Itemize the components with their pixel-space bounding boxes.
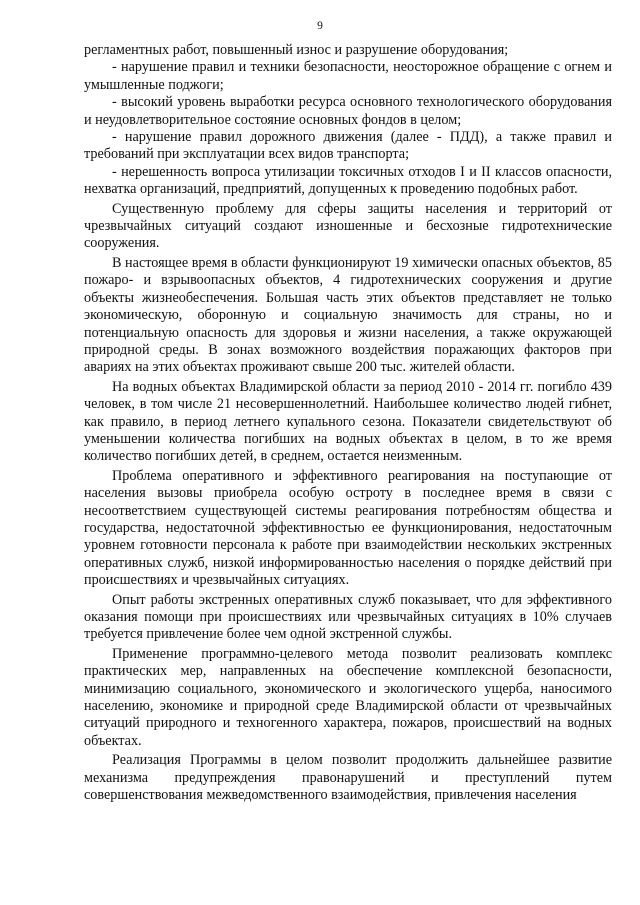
paragraph-hazardous-objects: В настоящее время в области функционируют 19 химически опасных объектов, 85 пожаро- и взрывоопасных объектов, 4 гидротехнических сооружения и другие объекты жизнеобеспечения. Большая часть этих объектов представляет не только экономическую, оборонную и социальную значимость для страны, но и потенциальную опасность для здоровья и жизни населения, а также окружающей природной среды. В зонах возможного воздействия поражающих факторов при авариях на этих объектах проживают свыше 200 тыс. жителей области. xyxy=(84,254,612,376)
page-number: 9 xyxy=(317,20,323,32)
paragraph-emergency-services: Опыт работы экстренных оперативных служб показывает, что для эффективного оказания помощи при происшествиях или чрезвычайных ситуациях в 10% случаев требуется привлечение более чем одной экстренной службы. xyxy=(84,591,612,643)
paragraph-hydro-structures: Существенную проблему для сферы защиты населения и территорий от чрезвычайных ситуаций создают изношенные и бесхозные гидротехнические сооружения. xyxy=(84,200,612,252)
paragraph-continuation: регламентных работ, повышенный износ и разрушение оборудования; xyxy=(84,42,509,58)
list-item-traffic-violations: - нарушение правил дорожного движения (далее - ПДД), а также правил и требований при эксплуатации всех видов транспорта; xyxy=(84,129,612,163)
list-item-equipment-wear: - высокий уровень выработки ресурса основного технологического оборудования и неудовлетворительное состояние основных фондов в целом; xyxy=(84,94,612,128)
document-body xyxy=(84,42,612,804)
paragraph-response-problem: Проблема оперативного и эффективного реагирования на поступающие от населения вызовы приобрела особую остроту в последнее время в связи с несоответствием существующей системы реагирования потребностям общества и государства, недостаточной эффективностью ее функционирования, недостаточным уровнем готовности персонала к работе при взаимодействии нескольких экстренных оперативных служб, низкой информированностью населения о порядке действий при происшествиях и чрезвычайных ситуациях. xyxy=(84,467,612,589)
paragraph-program-realization: Реализация Программы в целом позволит продолжить дальнейшее развитие механизма предупреждения правонарушений и преступлений путем совершенствования межведомственного взаимодействия, привлечения населения xyxy=(84,752,612,804)
list-item-safety-violations: - нарушение правил и техники безопасности, неосторожное обращение с огнем и умышленные поджоги; xyxy=(84,59,612,93)
paragraph-program-method: Применение программно-целевого метода позволит реализовать комплекс практических мер, направленных на обеспечение комплексной безопасности, минимизацию социального, экономического и экологического ущерба, наносимого населению, экономике и природной среде Владимирской области от чрезвычайных ситуаций природного и техногенного характера, пожаров, происшествий на водных объектах. xyxy=(84,645,612,749)
paragraph-water-deaths: На водных объектах Владимирской области за период 2010 - 2014 гг. погибло 439 человек, в том числе 21 несовершеннолетний. Наибольшее количество людей гибнет, как правило, в период летнего купального сезона. Показатели свидетельствуют об уменьшении количества погибших на водных объектах в целом, в то же время количество погибших детей, в среднем, остается неизменным. xyxy=(84,378,612,465)
list-item-toxic-waste: - нерешенность вопроса утилизации токсичных отходов I и II классов опасности, нехватка организаций, предприятий, допущенных к проведению подобных работ. xyxy=(84,163,612,198)
